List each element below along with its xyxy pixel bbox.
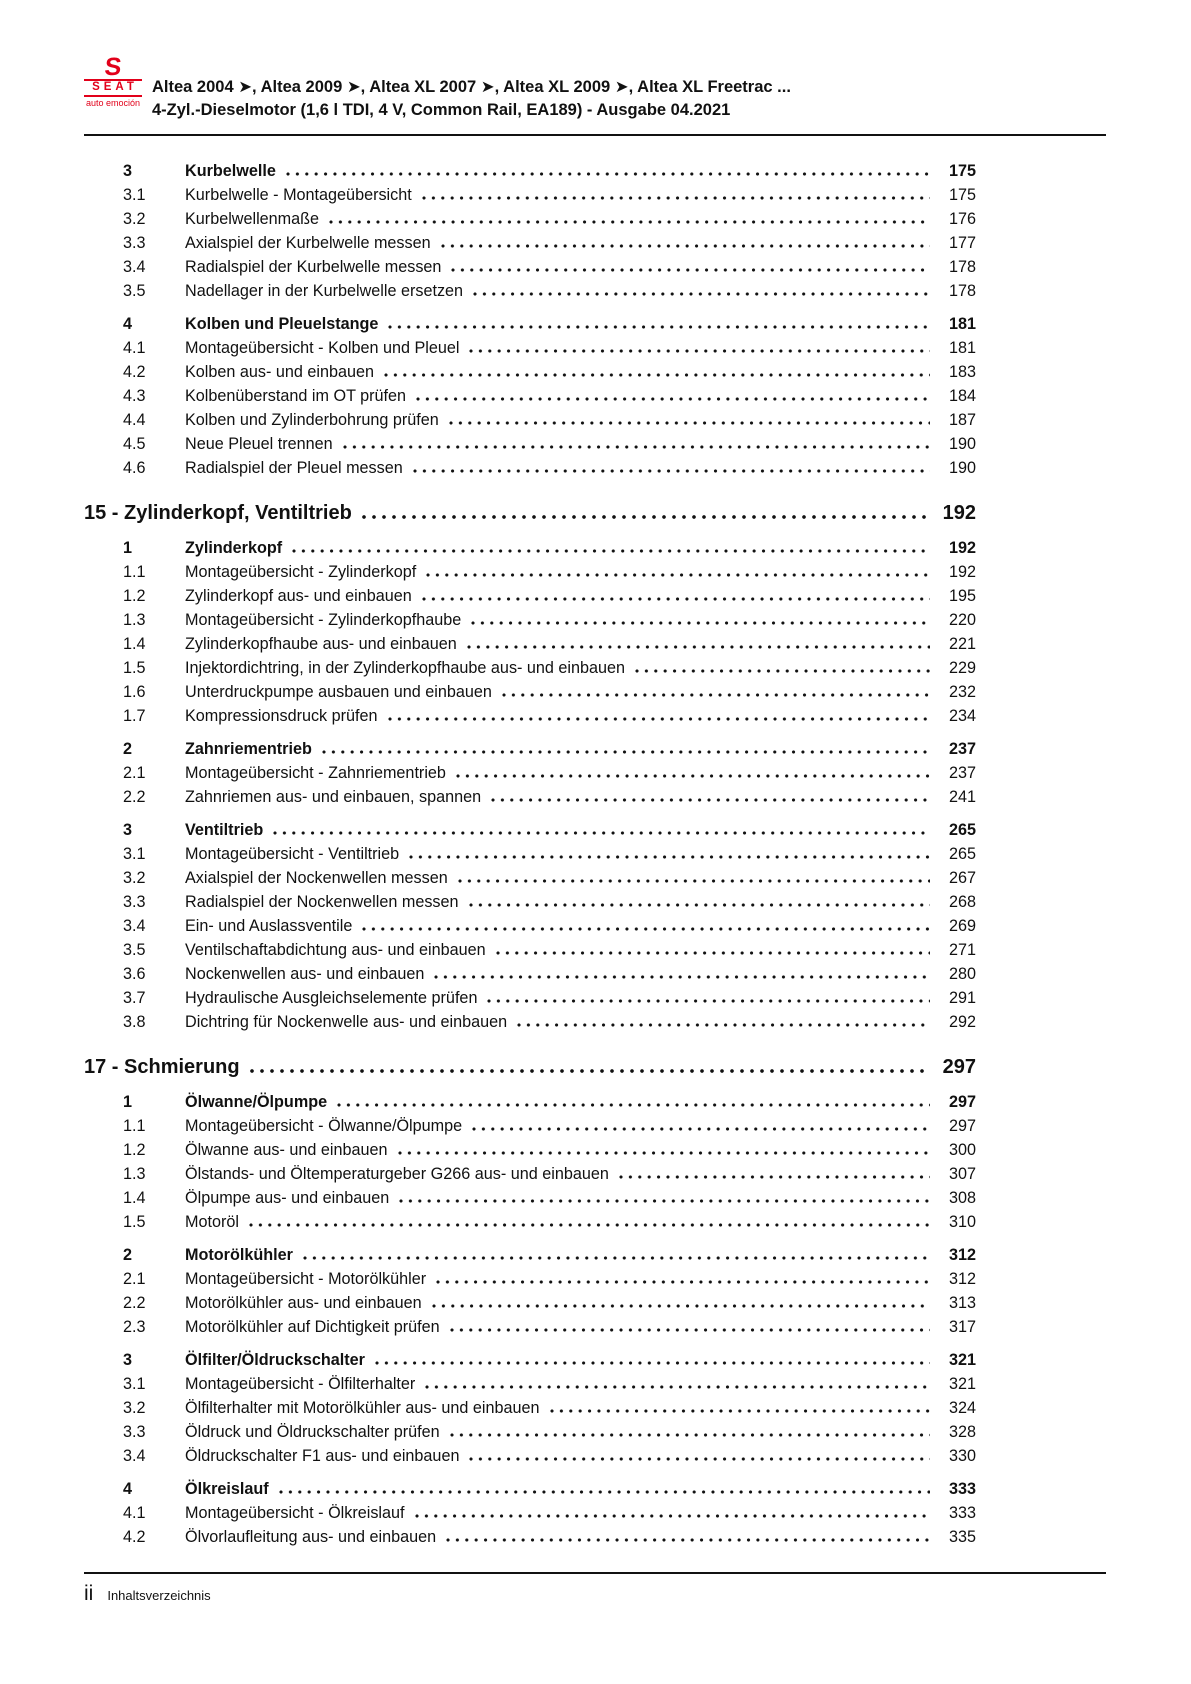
- toc-entry-label: Öldruckschalter F1 aus- und einbauen: [185, 1447, 460, 1465]
- toc-entry-page: 178: [948, 258, 976, 276]
- dot-leader: [413, 469, 930, 473]
- footer: [84, 1572, 1106, 1606]
- toc-entry-page: 192: [948, 539, 976, 557]
- toc-entry-number: 1.1: [123, 563, 146, 581]
- dot-leader: [450, 1328, 930, 1332]
- toc-entry-number: 1.6: [123, 683, 146, 701]
- dot-leader: [502, 693, 930, 697]
- toc-sub-row: [84, 842, 976, 866]
- toc-entry-number: 3.4: [123, 1447, 146, 1465]
- toc-sub-row: [84, 1162, 976, 1186]
- toc-sub-row: [84, 1396, 976, 1420]
- toc-entry-page: 181: [948, 339, 976, 357]
- toc-entry-number: 4.6: [123, 459, 146, 477]
- toc-sub-row: [84, 866, 976, 890]
- dot-leader: [398, 1151, 931, 1155]
- toc-entry-label: Axialspiel der Kurbelwelle messen: [185, 234, 431, 252]
- toc-entry-page: 229: [948, 659, 976, 677]
- dot-leader: [362, 515, 930, 519]
- toc-entry-label: Kurbelwelle: [185, 162, 276, 180]
- dot-leader: [471, 621, 930, 625]
- toc-entry-label: Radialspiel der Pleuel messen: [185, 459, 403, 477]
- toc-entry-label: Nockenwellen aus- und einbauen: [185, 965, 425, 983]
- toc-entry-number: 1.5: [123, 659, 146, 677]
- toc-entry-page: 328: [948, 1423, 976, 1441]
- toc-entry-page: 324: [948, 1399, 976, 1417]
- toc-entry-label: Kurbelwelle - Montageübersicht: [185, 186, 412, 204]
- toc-sub-row: [84, 1291, 976, 1315]
- toc-entry-number: 3.2: [123, 869, 146, 887]
- toc-entry-label: Unterdruckpumpe ausbauen und einbauen: [185, 683, 492, 701]
- toc-entry-number: 3.4: [123, 258, 146, 276]
- toc-entry-page: 181: [948, 315, 976, 333]
- toc-entry-page: 297: [942, 1056, 976, 1078]
- toc-entry-page: 307: [948, 1165, 976, 1183]
- dot-leader: [425, 1385, 930, 1389]
- toc-sub-row: [84, 632, 976, 656]
- toc-entry-number: 3.1: [123, 845, 146, 863]
- toc-entry-number: 3.5: [123, 282, 146, 300]
- toc-entry-number: 1.7: [123, 707, 146, 725]
- toc-section-row: [84, 1243, 976, 1267]
- toc-entry-label: Dichtring für Nockenwelle aus- und einbauen: [185, 1013, 508, 1031]
- dot-leader: [416, 397, 930, 401]
- toc-entry-label: 15 - Zylinderkopf, Ventiltrieb: [84, 502, 352, 524]
- toc-entry-number: 3.3: [123, 1423, 146, 1441]
- toc-entry-page: 317: [948, 1318, 976, 1336]
- toc-entry-page: 190: [948, 459, 976, 477]
- toc-entry-label: Ölstands- und Öltemperaturgeber G266 aus- und einbauen: [185, 1165, 609, 1183]
- toc-sub-row: [84, 456, 976, 480]
- toc-entry-number: 4.1: [123, 339, 146, 357]
- toc-entry-number: 3.1: [123, 186, 146, 204]
- toc-entry-number: 3.3: [123, 234, 146, 252]
- toc-entry-label: Zahnriementrieb: [185, 740, 312, 758]
- toc-entry-label: Montageübersicht - Motorölkühler: [185, 1270, 427, 1288]
- toc-entry-page: 308: [948, 1189, 976, 1207]
- toc-entry-label: Kurbelwellenmaße: [185, 210, 320, 228]
- dot-leader: [434, 975, 930, 979]
- dot-leader: [451, 268, 930, 272]
- dot-leader: [436, 1280, 930, 1284]
- toc-entry-label: Montageübersicht - Kolben und Pleuel: [185, 339, 460, 357]
- toc-entry-number: 3.2: [123, 210, 146, 228]
- toc-entry-label: Ölfilter/Öldruckschalter: [185, 1351, 365, 1369]
- toc-entry-page: 333: [948, 1480, 976, 1498]
- toc-entry-number: 4: [123, 315, 133, 333]
- toc-entry-label: Zahnriemen aus- und einbauen, spannen: [185, 788, 482, 806]
- dot-leader: [432, 1304, 930, 1308]
- toc-entry-page: 333: [948, 1504, 976, 1522]
- toc-entry-label: Kolbenüberstand im OT prüfen: [185, 387, 407, 405]
- toc-sub-row: [84, 1186, 976, 1210]
- toc-section-row: [84, 1090, 976, 1114]
- toc-sub-row: [84, 1267, 976, 1291]
- dot-leader: [456, 774, 930, 778]
- toc-entry-label: Radialspiel der Nockenwellen messen: [185, 893, 459, 911]
- toc-entry-page: 220: [948, 611, 976, 629]
- toc-entry-number: 2.1: [123, 764, 146, 782]
- dot-leader: [422, 597, 930, 601]
- toc-sub-row: [84, 761, 976, 785]
- toc-sub-row: [84, 584, 976, 608]
- dot-leader: [473, 292, 930, 296]
- toc-entry-number: 1.2: [123, 1141, 146, 1159]
- dot-leader: [550, 1409, 930, 1413]
- toc-entry-label: Montageübersicht - Zahnriementrieb: [185, 764, 446, 782]
- toc-entry-page: 297: [948, 1117, 976, 1135]
- toc-entry-label: Kompressionsdruck prüfen: [185, 707, 378, 725]
- dot-leader: [286, 172, 930, 176]
- dot-leader: [362, 927, 930, 931]
- footer-page-number: ii: [84, 1582, 94, 1605]
- dot-leader: [375, 1361, 930, 1365]
- toc-entry-page: 300: [948, 1141, 976, 1159]
- toc-entry-page: 237: [948, 764, 976, 782]
- dot-leader: [329, 220, 930, 224]
- toc-entry-label: Ventiltrieb: [185, 821, 264, 839]
- toc-entry-number: 3.1: [123, 1375, 146, 1393]
- toc-entry-label: Ölkreislauf: [185, 1480, 269, 1498]
- toc-entry-number: 2.3: [123, 1318, 146, 1336]
- toc-chapter-row: [84, 500, 976, 527]
- toc-entry-number: 3: [123, 1351, 133, 1369]
- dot-leader: [409, 855, 930, 859]
- toc-entry-label: 17 - Schmierung: [84, 1056, 240, 1078]
- toc-entry-label: Kolben und Pleuelstange: [185, 315, 379, 333]
- dot-leader: [273, 831, 930, 835]
- seat-s-icon: S: [103, 53, 123, 81]
- dot-leader: [388, 325, 930, 329]
- toc-sub-row: [84, 1114, 976, 1138]
- dot-leader: [446, 1538, 930, 1542]
- dot-leader: [449, 421, 930, 425]
- toc-sub-row: [84, 183, 976, 207]
- dot-leader: [469, 349, 930, 353]
- toc-sub-row: [84, 704, 976, 728]
- toc-entry-label: Montageübersicht - Ölfilterhalter: [185, 1375, 416, 1393]
- toc-entry-page: 176: [948, 210, 976, 228]
- toc-entry-number: 1.4: [123, 635, 146, 653]
- toc-sub-row: [84, 1525, 976, 1549]
- toc-sub-row: [84, 680, 976, 704]
- toc-entry-page: 265: [948, 845, 976, 863]
- dot-leader: [619, 1175, 930, 1179]
- dot-leader: [469, 1457, 930, 1461]
- toc-entry-label: Ein- und Auslassventile: [185, 917, 353, 935]
- toc-entry-label: Zylinderkopf aus- und einbauen: [185, 587, 412, 605]
- toc-entry-label: Ventilschaftabdichtung aus- und einbauen: [185, 941, 486, 959]
- toc-sub-row: [84, 1010, 976, 1034]
- toc-entry-label: Ölvorlaufleitung aus- und einbauen: [185, 1528, 437, 1546]
- seat-tagline: auto emoción: [85, 97, 141, 108]
- toc-section-row: [84, 818, 976, 842]
- toc-entry-number: 3: [123, 162, 133, 180]
- toc-sub-row: [84, 1501, 976, 1525]
- dot-leader: [487, 999, 930, 1003]
- toc-sub-row: [84, 1315, 976, 1339]
- header-titles: [152, 56, 1106, 121]
- header-engine-line: 4-Zyl.-Dieselmotor (1,6 l TDI, 4 V, Common Rail, EA189) - Ausgabe 04.2021: [152, 100, 731, 119]
- toc-entry-number: 3.5: [123, 941, 146, 959]
- dot-leader: [426, 573, 930, 577]
- toc-entry-number: 3: [123, 821, 133, 839]
- toc-chapter-row: [84, 1054, 976, 1081]
- toc-entry-label: Montageübersicht - Ventiltrieb: [185, 845, 400, 863]
- dot-leader: [322, 750, 930, 754]
- toc-entry-number: 1.5: [123, 1213, 146, 1231]
- toc-entry-label: Kolben und Zylinderbohrung prüfen: [185, 411, 439, 429]
- toc-entry-page: 178: [948, 282, 976, 300]
- toc-section-row: [84, 737, 976, 761]
- toc-sub-row: [84, 207, 976, 231]
- toc-entry-page: 175: [948, 186, 976, 204]
- toc-entry-page: 297: [948, 1093, 976, 1111]
- toc-entry-label: Kolben aus- und einbauen: [185, 363, 375, 381]
- toc-entry-label: Motorölkühler aus- und einbauen: [185, 1294, 422, 1312]
- toc-entry-label: Ölpumpe aus- und einbauen: [185, 1189, 390, 1207]
- dot-leader: [279, 1490, 930, 1494]
- toc-entry-number: 2.2: [123, 788, 146, 806]
- toc-entry-label: Motorölkühler auf Dichtigkeit prüfen: [185, 1318, 440, 1336]
- toc-entry-page: 269: [948, 917, 976, 935]
- toc-entry-label: Montageübersicht - Ölkreislauf: [185, 1504, 405, 1522]
- toc-entry-page: 192: [948, 563, 976, 581]
- dot-leader: [388, 717, 930, 721]
- toc-entry-number: 2: [123, 740, 133, 758]
- toc-sub-row: [84, 1444, 976, 1468]
- dot-leader: [384, 373, 930, 377]
- toc-entry-number: 3.6: [123, 965, 146, 983]
- dot-leader: [496, 951, 930, 955]
- toc-entry-page: 313: [948, 1294, 976, 1312]
- toc-sub-row: [84, 408, 976, 432]
- toc-entry-label: Injektordichtring, in der Zylinderkopfhaube aus- und einbauen: [185, 659, 626, 677]
- toc-entry-label: Ölwanne aus- und einbauen: [185, 1141, 388, 1159]
- dot-leader: [249, 1223, 930, 1227]
- toc-entry-page: 184: [948, 387, 976, 405]
- dot-leader: [292, 549, 930, 553]
- toc-entry-label: Motorölkühler: [185, 1246, 293, 1264]
- toc-sub-row: [84, 279, 976, 303]
- toc-entry-number: 1.4: [123, 1189, 146, 1207]
- toc-entry-page: 330: [948, 1447, 976, 1465]
- dot-leader: [399, 1199, 930, 1203]
- toc-entry-number: 3.8: [123, 1013, 146, 1031]
- toc-entry-page: 232: [948, 683, 976, 701]
- toc-sub-row: [84, 785, 976, 809]
- toc-entry-label: Öldruck und Öldruckschalter prüfen: [185, 1423, 440, 1441]
- toc-entry-label: Zylinderkopf: [185, 539, 283, 557]
- dot-leader: [415, 1514, 930, 1518]
- toc-entry-label: Montageübersicht - Zylinderkopf: [185, 563, 417, 581]
- toc-entry-number: 1: [123, 1093, 133, 1111]
- toc-entry-page: 190: [948, 435, 976, 453]
- toc-sub-row: [84, 1420, 976, 1444]
- toc-entry-label: Montageübersicht - Ölwanne/Ölpumpe: [185, 1117, 463, 1135]
- toc-sub-row: [84, 336, 976, 360]
- toc-entry-number: 3.2: [123, 1399, 146, 1417]
- toc-entry-page: 265: [948, 821, 976, 839]
- dot-leader: [491, 798, 930, 802]
- toc-entry-label: Radialspiel der Kurbelwelle messen: [185, 258, 442, 276]
- toc-sub-row: [84, 938, 976, 962]
- dot-leader: [441, 244, 930, 248]
- toc-entry-number: 1.1: [123, 1117, 146, 1135]
- dot-leader: [450, 1433, 930, 1437]
- toc-entry-number: 4: [123, 1480, 133, 1498]
- toc-sub-row: [84, 914, 976, 938]
- toc-sub-row: [84, 255, 976, 279]
- toc-entry-label: Hydraulische Ausgleichselemente prüfen: [185, 989, 478, 1007]
- toc-entry-label: Motoröl: [185, 1213, 239, 1231]
- toc-entry-page: 271: [948, 941, 976, 959]
- toc-sub-row: [84, 656, 976, 680]
- dot-leader: [635, 669, 930, 673]
- toc-entry-page: 241: [948, 788, 976, 806]
- toc-entry-label: Nadellager in der Kurbelwelle ersetzen: [185, 282, 464, 300]
- dot-leader: [422, 196, 930, 200]
- toc-entry-page: 187: [948, 411, 976, 429]
- toc-sub-row: [84, 560, 976, 584]
- toc-entry-page: 267: [948, 869, 976, 887]
- dot-leader: [343, 445, 930, 449]
- toc-sub-row: [84, 1138, 976, 1162]
- toc-entry-page: 310: [948, 1213, 976, 1231]
- toc-entry-page: 234: [948, 707, 976, 725]
- toc-entry-page: 183: [948, 363, 976, 381]
- toc-entry-number: 1.3: [123, 611, 146, 629]
- toc-section-row: [84, 536, 976, 560]
- header-model-line: Altea 2004 ➤, Altea 2009 ➤, Altea XL 2007 ➤, Altea XL 2009 ➤, Altea XL Freetrac ...: [152, 78, 791, 96]
- toc-entry-page: 175: [948, 162, 976, 180]
- toc-entry-page: 312: [948, 1270, 976, 1288]
- header: [84, 53, 1106, 136]
- dot-leader: [467, 645, 930, 649]
- toc-entry-number: 3.7: [123, 989, 146, 1007]
- toc-entry-number: 1.3: [123, 1165, 146, 1183]
- toc-entry-page: 195: [948, 587, 976, 605]
- toc-entry-number: 4.1: [123, 1504, 146, 1522]
- toc-entry-page: 321: [948, 1375, 976, 1393]
- dot-leader: [469, 903, 930, 907]
- toc-sub-row: [84, 432, 976, 456]
- toc-entry-number: 4.3: [123, 387, 146, 405]
- dot-leader: [337, 1103, 930, 1107]
- toc-entry-page: 312: [948, 1246, 976, 1264]
- toc-sub-row: [84, 608, 976, 632]
- toc-section-row: [84, 159, 976, 183]
- toc-entry-number: 3.3: [123, 893, 146, 911]
- toc-entry-page: 192: [942, 502, 976, 524]
- toc-entry-number: 2.2: [123, 1294, 146, 1312]
- dot-leader: [458, 879, 930, 883]
- toc-entry-number: 4.2: [123, 1528, 146, 1546]
- toc-section-row: [84, 1348, 976, 1372]
- toc-entry-page: 221: [948, 635, 976, 653]
- toc-entry-number: 1.2: [123, 587, 146, 605]
- toc-sub-row: [84, 890, 976, 914]
- toc-entry-label: Axialspiel der Nockenwellen messen: [185, 869, 448, 887]
- toc-entry-label: Neue Pleuel trennen: [185, 435, 333, 453]
- dot-leader: [517, 1023, 930, 1027]
- toc-entry-number: 3.4: [123, 917, 146, 935]
- toc-entry-label: Ölfilterhalter mit Motorölkühler aus- und einbauen: [185, 1399, 540, 1417]
- dot-leader: [250, 1069, 930, 1073]
- toc-entry-number: 1: [123, 539, 133, 557]
- dot-leader: [303, 1256, 930, 1260]
- toc-sub-row: [84, 384, 976, 408]
- toc-entry-number: 2.1: [123, 1270, 146, 1288]
- toc-section-row: [84, 312, 976, 336]
- toc-entry-number: 4.4: [123, 411, 146, 429]
- toc-entry-page: 177: [948, 234, 976, 252]
- toc-sub-row: [84, 986, 976, 1010]
- seat-logo: [84, 53, 142, 108]
- toc-entry-page: 321: [948, 1351, 976, 1369]
- toc-entry-number: 2: [123, 1246, 133, 1264]
- toc-entry-label: Zylinderkopfhaube aus- und einbauen: [185, 635, 457, 653]
- toc-entry-label: Ölwanne/Ölpumpe: [185, 1093, 328, 1111]
- toc-entry-page: 291: [948, 989, 976, 1007]
- toc-sub-row: [84, 360, 976, 384]
- toc-entry-page: 280: [948, 965, 976, 983]
- toc-section-row: [84, 1477, 976, 1501]
- dot-leader: [472, 1127, 930, 1131]
- footer-section-label: Inhaltsverzeichnis: [107, 1588, 211, 1603]
- toc-entry-page: 292: [948, 1013, 976, 1031]
- toc-entry-page: 335: [948, 1528, 976, 1546]
- seat-brand-text: SEAT: [84, 79, 142, 97]
- toc-entry-label: Montageübersicht - Zylinderkopfhaube: [185, 611, 462, 629]
- toc-entry-page: 237: [948, 740, 976, 758]
- toc-sub-row: [84, 1372, 976, 1396]
- toc-list: [84, 150, 976, 1549]
- toc-sub-row: [84, 962, 976, 986]
- toc-entry-number: 4.2: [123, 363, 146, 381]
- toc-sub-row: [84, 231, 976, 255]
- toc-entry-page: 268: [948, 893, 976, 911]
- toc-sub-row: [84, 1210, 976, 1234]
- toc-entry-number: 4.5: [123, 435, 146, 453]
